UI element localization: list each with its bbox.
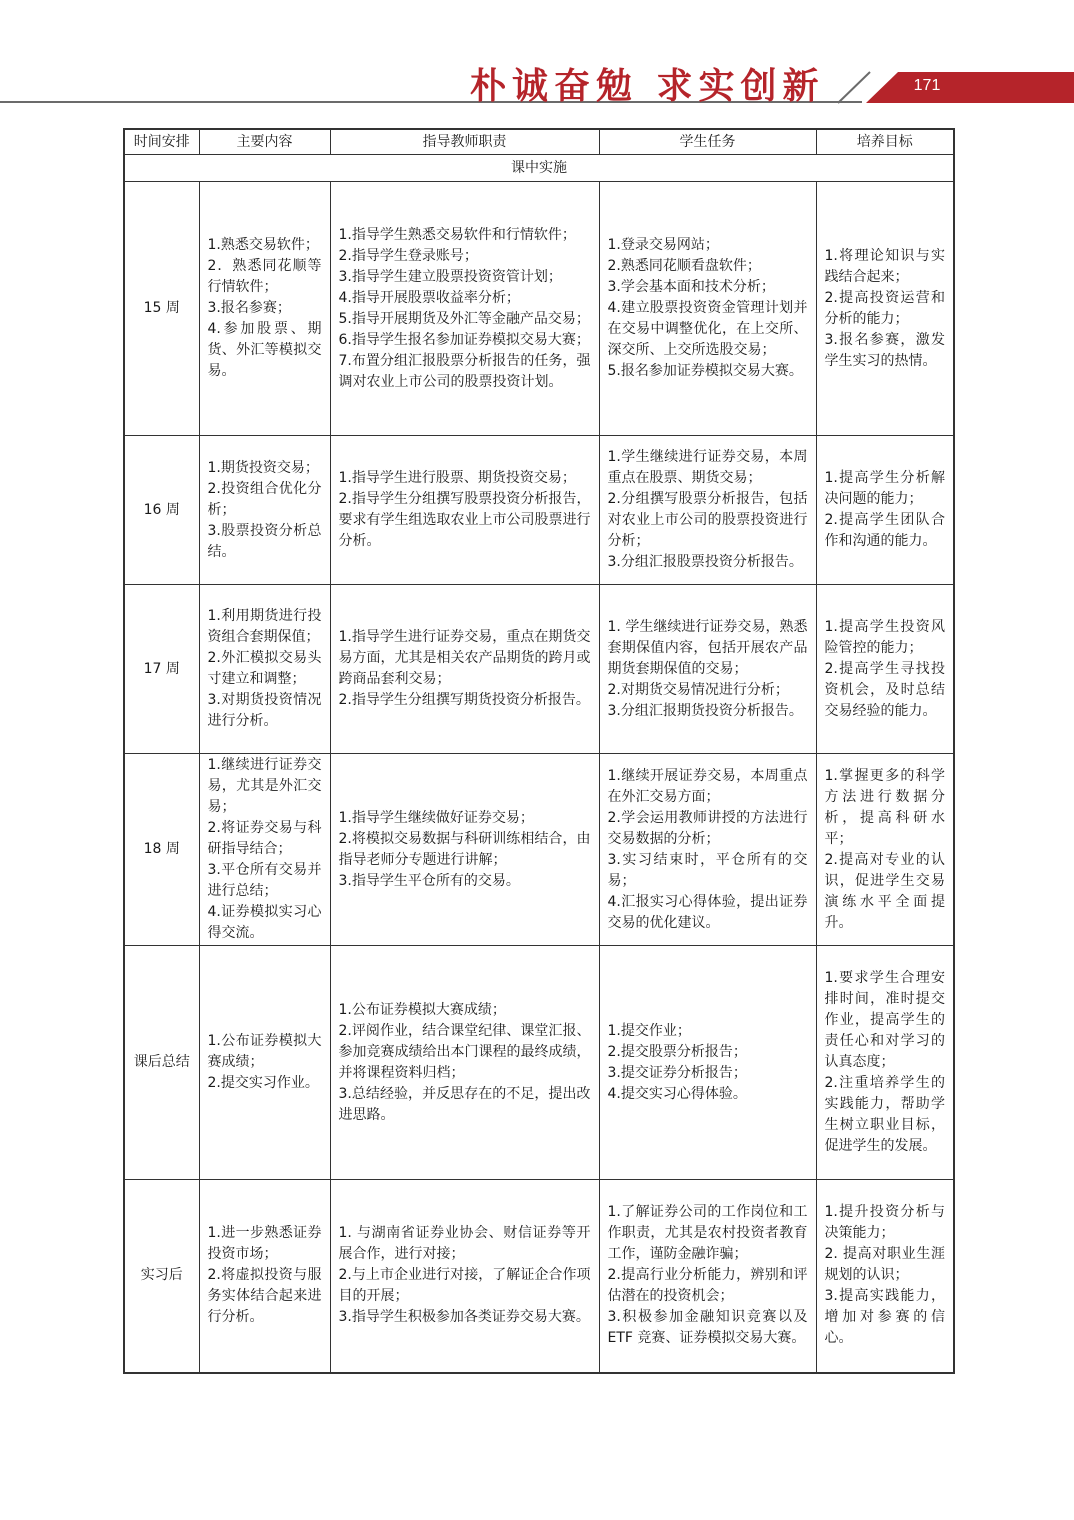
- cell-line: 2.与上市企业进行对接，了解证企合作项目的开展；: [338, 1267, 591, 1305]
- time-cell: 16 周: [124, 436, 199, 585]
- cell-line: 4.指导开展股票收益率分析；: [338, 289, 520, 306]
- cell-line: 1.期货投资交易；: [207, 459, 319, 476]
- cell-line: 1.公布证券模拟大赛成绩；: [338, 1001, 506, 1018]
- cell-line: 4.建立股票投资资金管理计划并在交易中调整优化，在上交所、深交所、上交所选股交易；: [607, 300, 808, 358]
- cell-line: 3.股票投资分析总结。: [207, 522, 322, 560]
- cell-line: 1.继续进行证券交易，尤其是外汇交易；: [207, 757, 322, 815]
- column-header: 学生任务: [599, 129, 816, 155]
- column-header: 指导教师职责: [330, 129, 599, 155]
- section-row: [124, 155, 954, 182]
- table-row: [124, 1180, 954, 1373]
- table-row: [124, 754, 954, 946]
- cell-line: 3.指导学生积极参加各类证券交易大赛。: [338, 1309, 590, 1326]
- goal-cell: [816, 436, 954, 585]
- header-title: 朴诚奋勉 求实创新: [470, 65, 825, 107]
- cell-line: 2.注重培养学生的实践能力，帮助学生树立职业目标，促进学生的发展。: [824, 1075, 945, 1154]
- cell-line: 2.提高投资运营和分析的能力；: [824, 289, 945, 327]
- cell-line: 1.提高学生分析解决问题的能力；: [824, 470, 945, 507]
- cell-line: 3.报名参赛；: [207, 300, 291, 316]
- time-cell: 15 周: [124, 182, 199, 436]
- cell-line: 1.指导学生继续做好证券交易；: [338, 809, 534, 826]
- cell-line: 3.分组汇报期货投资分析报告。: [607, 702, 803, 719]
- cell-line: 1.指导学生进行股票、期货投资交易；: [338, 470, 576, 486]
- content-cell: [199, 754, 330, 946]
- cell-line: 4.证券模拟实习心得交流。: [207, 904, 322, 941]
- cell-line: 2.投资组合优化分析；: [207, 480, 322, 518]
- cell-line: 2.指导学生分组撰写股票投资分析报告，要求有学生组选取农业上市公司股票进行分析。: [338, 491, 591, 549]
- cell-line: 2.提高学生寻找投资机会，及时总结交易经验的能力。: [824, 660, 945, 719]
- student-task-cell: [599, 754, 816, 946]
- time-cell: 17 周: [124, 585, 199, 754]
- cell-line: 2.提交实习作业。: [207, 1075, 319, 1091]
- content-cell: [199, 436, 330, 585]
- cell-line: 2.评阅作业，结合课堂纪律、课堂汇报、参加竞赛成绩给出本门课程的最终成绩，并将课程资料归档；: [338, 1022, 591, 1081]
- cell-line: 2.对期货交易情况进行分析；: [607, 681, 789, 698]
- cell-line: 1.提升投资分析与决策能力；: [824, 1204, 945, 1242]
- table-row: [124, 946, 954, 1180]
- cell-line: 1.了解证券公司的工作岗位和工作职责，尤其是农村投资者教育工作，谨防金融诈骗；: [607, 1204, 808, 1263]
- cell-line: 2.提高对专业的认识，促进学生交易演练水平全面提升。: [824, 851, 945, 931]
- teacher-duty-cell: [330, 1180, 599, 1373]
- cell-line: 3.提交证券分析报告；: [607, 1064, 747, 1081]
- cell-line: 1.进一步熟悉证券投资市场；: [207, 1225, 322, 1263]
- column-header: 主要内容: [199, 129, 330, 155]
- page-number: 171: [913, 77, 941, 94]
- cell-line: 2.提交股票分析报告；: [607, 1043, 747, 1060]
- cell-line: 4.提交实习心得体验。: [607, 1085, 747, 1102]
- table-header-row: [124, 129, 954, 155]
- student-task-cell: [599, 182, 816, 436]
- time-cell: 课后总结: [124, 946, 199, 1180]
- cell-line: 2.指导学生登录账号；: [338, 247, 478, 264]
- cell-line: 2.外汇模拟交易头寸建立和调整；: [207, 650, 322, 687]
- teacher-duty-cell: [330, 946, 599, 1180]
- column-header: 培养目标: [816, 129, 954, 155]
- cell-line: 1.要求学生合理安排时间，准时提交作业，提高学生的责任心和对学习的认真态度；: [824, 970, 945, 1070]
- student-task-cell: [599, 1180, 816, 1373]
- cell-line: 2.提高学生团队合作和沟通的能力。: [824, 512, 945, 549]
- cell-line: 3.总结经验，并反思存在的不足，提出改进思路。: [338, 1085, 591, 1123]
- cell-line: 1. 与湖南省证券业协会、财信证券等开展合作，进行对接；: [338, 1225, 591, 1263]
- time-cell: 18 周: [124, 754, 199, 946]
- cell-line: 1.公布证券模拟大赛成绩；: [207, 1033, 322, 1070]
- goal-cell: [816, 1180, 954, 1373]
- content-cell: [199, 585, 330, 754]
- cell-line: 3.对期货投资情况进行分析。: [207, 692, 322, 729]
- teacher-duty-cell: [330, 585, 599, 754]
- cell-line: 4.参加股票、期货、外汇等模拟交易。: [207, 321, 322, 379]
- cell-line: 3.积极参加金融知识竞赛以及 ETF 竞赛、证券模拟交易大赛。: [607, 1309, 808, 1347]
- cell-line: 5.报名参加证券模拟交易大赛。: [607, 363, 803, 379]
- cell-line: 3.分组汇报股票投资分析报告。: [607, 554, 803, 570]
- goal-cell: [816, 754, 954, 946]
- cell-line: 1.登录交易网站；: [607, 237, 719, 253]
- cell-line: 3.实习结束时，平仓所有的交易；: [607, 851, 808, 889]
- cell-line: 2.指导学生分组撰写期货投资分析报告。: [338, 692, 590, 708]
- cell-line: 1.利用期货进行投资组合套期保值；: [207, 608, 322, 645]
- cell-line: 3.指导学生平仓所有的交易。: [338, 872, 520, 889]
- student-task-cell: [599, 436, 816, 585]
- table-row: [124, 436, 954, 585]
- cell-line: 2.学会运用教师讲授的方法进行交易数据的分析；: [607, 809, 808, 847]
- teacher-duty-cell: [330, 182, 599, 436]
- cell-line: 2.将证券交易与科研指导结合；: [207, 820, 322, 857]
- cell-line: 2.提高行业分析能力，辨别和评估潜在的投资机会；: [607, 1267, 808, 1305]
- cell-line: 5.指导开展期货及外汇等金融产品交易；: [338, 310, 590, 327]
- goal-cell: [816, 946, 954, 1180]
- cell-line: 1.熟悉交易软件；: [207, 237, 319, 253]
- section-label: 课中实施: [124, 155, 954, 182]
- time-cell: 实习后: [124, 1180, 199, 1373]
- cell-line: 1.指导学生熟悉交易软件和行情软件；: [338, 226, 576, 243]
- cell-line: 1. 学生继续进行证券交易，熟悉套期保值内容，包括开展农产品期货套期保值的交易；: [607, 618, 808, 677]
- content-cell: [199, 182, 330, 436]
- student-task-cell: [599, 946, 816, 1180]
- table-row: [124, 585, 954, 754]
- teacher-duty-cell: [330, 436, 599, 585]
- cell-line: 3.提高实践能力，增加对参赛的信心。: [824, 1288, 945, 1347]
- page-header: [0, 0, 1074, 110]
- content-cell: [199, 946, 330, 1180]
- cell-line: 1.继续开展证券交易，本周重点在外汇交易方面；: [607, 767, 808, 805]
- cell-line: 3.学会基本面和技术分析；: [607, 279, 775, 295]
- cell-line: 1.提高学生投资风险管控的能力；: [824, 618, 945, 656]
- cell-line: 2.将虚拟投资与服务实体结合起来进行分析。: [207, 1267, 322, 1326]
- goal-cell: [816, 182, 954, 436]
- cell-line: 1.提交作业；: [607, 1022, 691, 1039]
- cell-line: 3.平仓所有交易并进行总结；: [207, 862, 322, 899]
- student-task-cell: [599, 585, 816, 754]
- cell-line: 2．熟悉同花顺等行情软件；: [207, 258, 322, 295]
- cell-line: 3.报名参赛，激发学生实习的热情。: [824, 331, 945, 369]
- cell-line: 1.学生继续进行证券交易，本周重点在股票、期货交易；: [607, 449, 808, 486]
- column-header: 时间安排: [124, 129, 199, 155]
- cell-line: 2.熟悉同花顺看盘软件；: [607, 258, 761, 274]
- cell-line: 1.指导学生进行证券交易，重点在期货交易方面，尤其是相关农产品期货的跨月或跨商品套利交易；: [338, 629, 591, 687]
- cell-line: 1.掌握更多的科学方法进行数据分析，提高科研水平；: [824, 767, 945, 847]
- cell-line: 4.汇报实习心得体验，提出证券交易的优化建议。: [607, 893, 808, 931]
- content-cell: [199, 1180, 330, 1373]
- table-row: [124, 182, 954, 436]
- goal-cell: [816, 585, 954, 754]
- cell-line: 1.将理论知识与实践结合起来；: [824, 247, 945, 285]
- cell-line: 7.布置分组汇报股票分析报告的任务，强调对农业上市公司的股票投资计划。: [338, 352, 591, 390]
- cell-line: 2.分组撰写股票分析报告，包括对农业上市公司的股票投资进行分析；: [607, 491, 808, 549]
- schedule-table: [123, 128, 955, 1374]
- cell-line: 3.指导学生建立股票投资资管计划；: [338, 268, 562, 285]
- cell-line: 6.指导学生报名参加证券模拟交易大赛；: [338, 331, 590, 348]
- cell-line: 2. 提高对职业生涯规划的认识；: [824, 1246, 945, 1284]
- teacher-duty-cell: [330, 754, 599, 946]
- cell-line: 2.将模拟交易数据与科研训练相结合，由指导老师分专题进行讲解；: [338, 830, 591, 868]
